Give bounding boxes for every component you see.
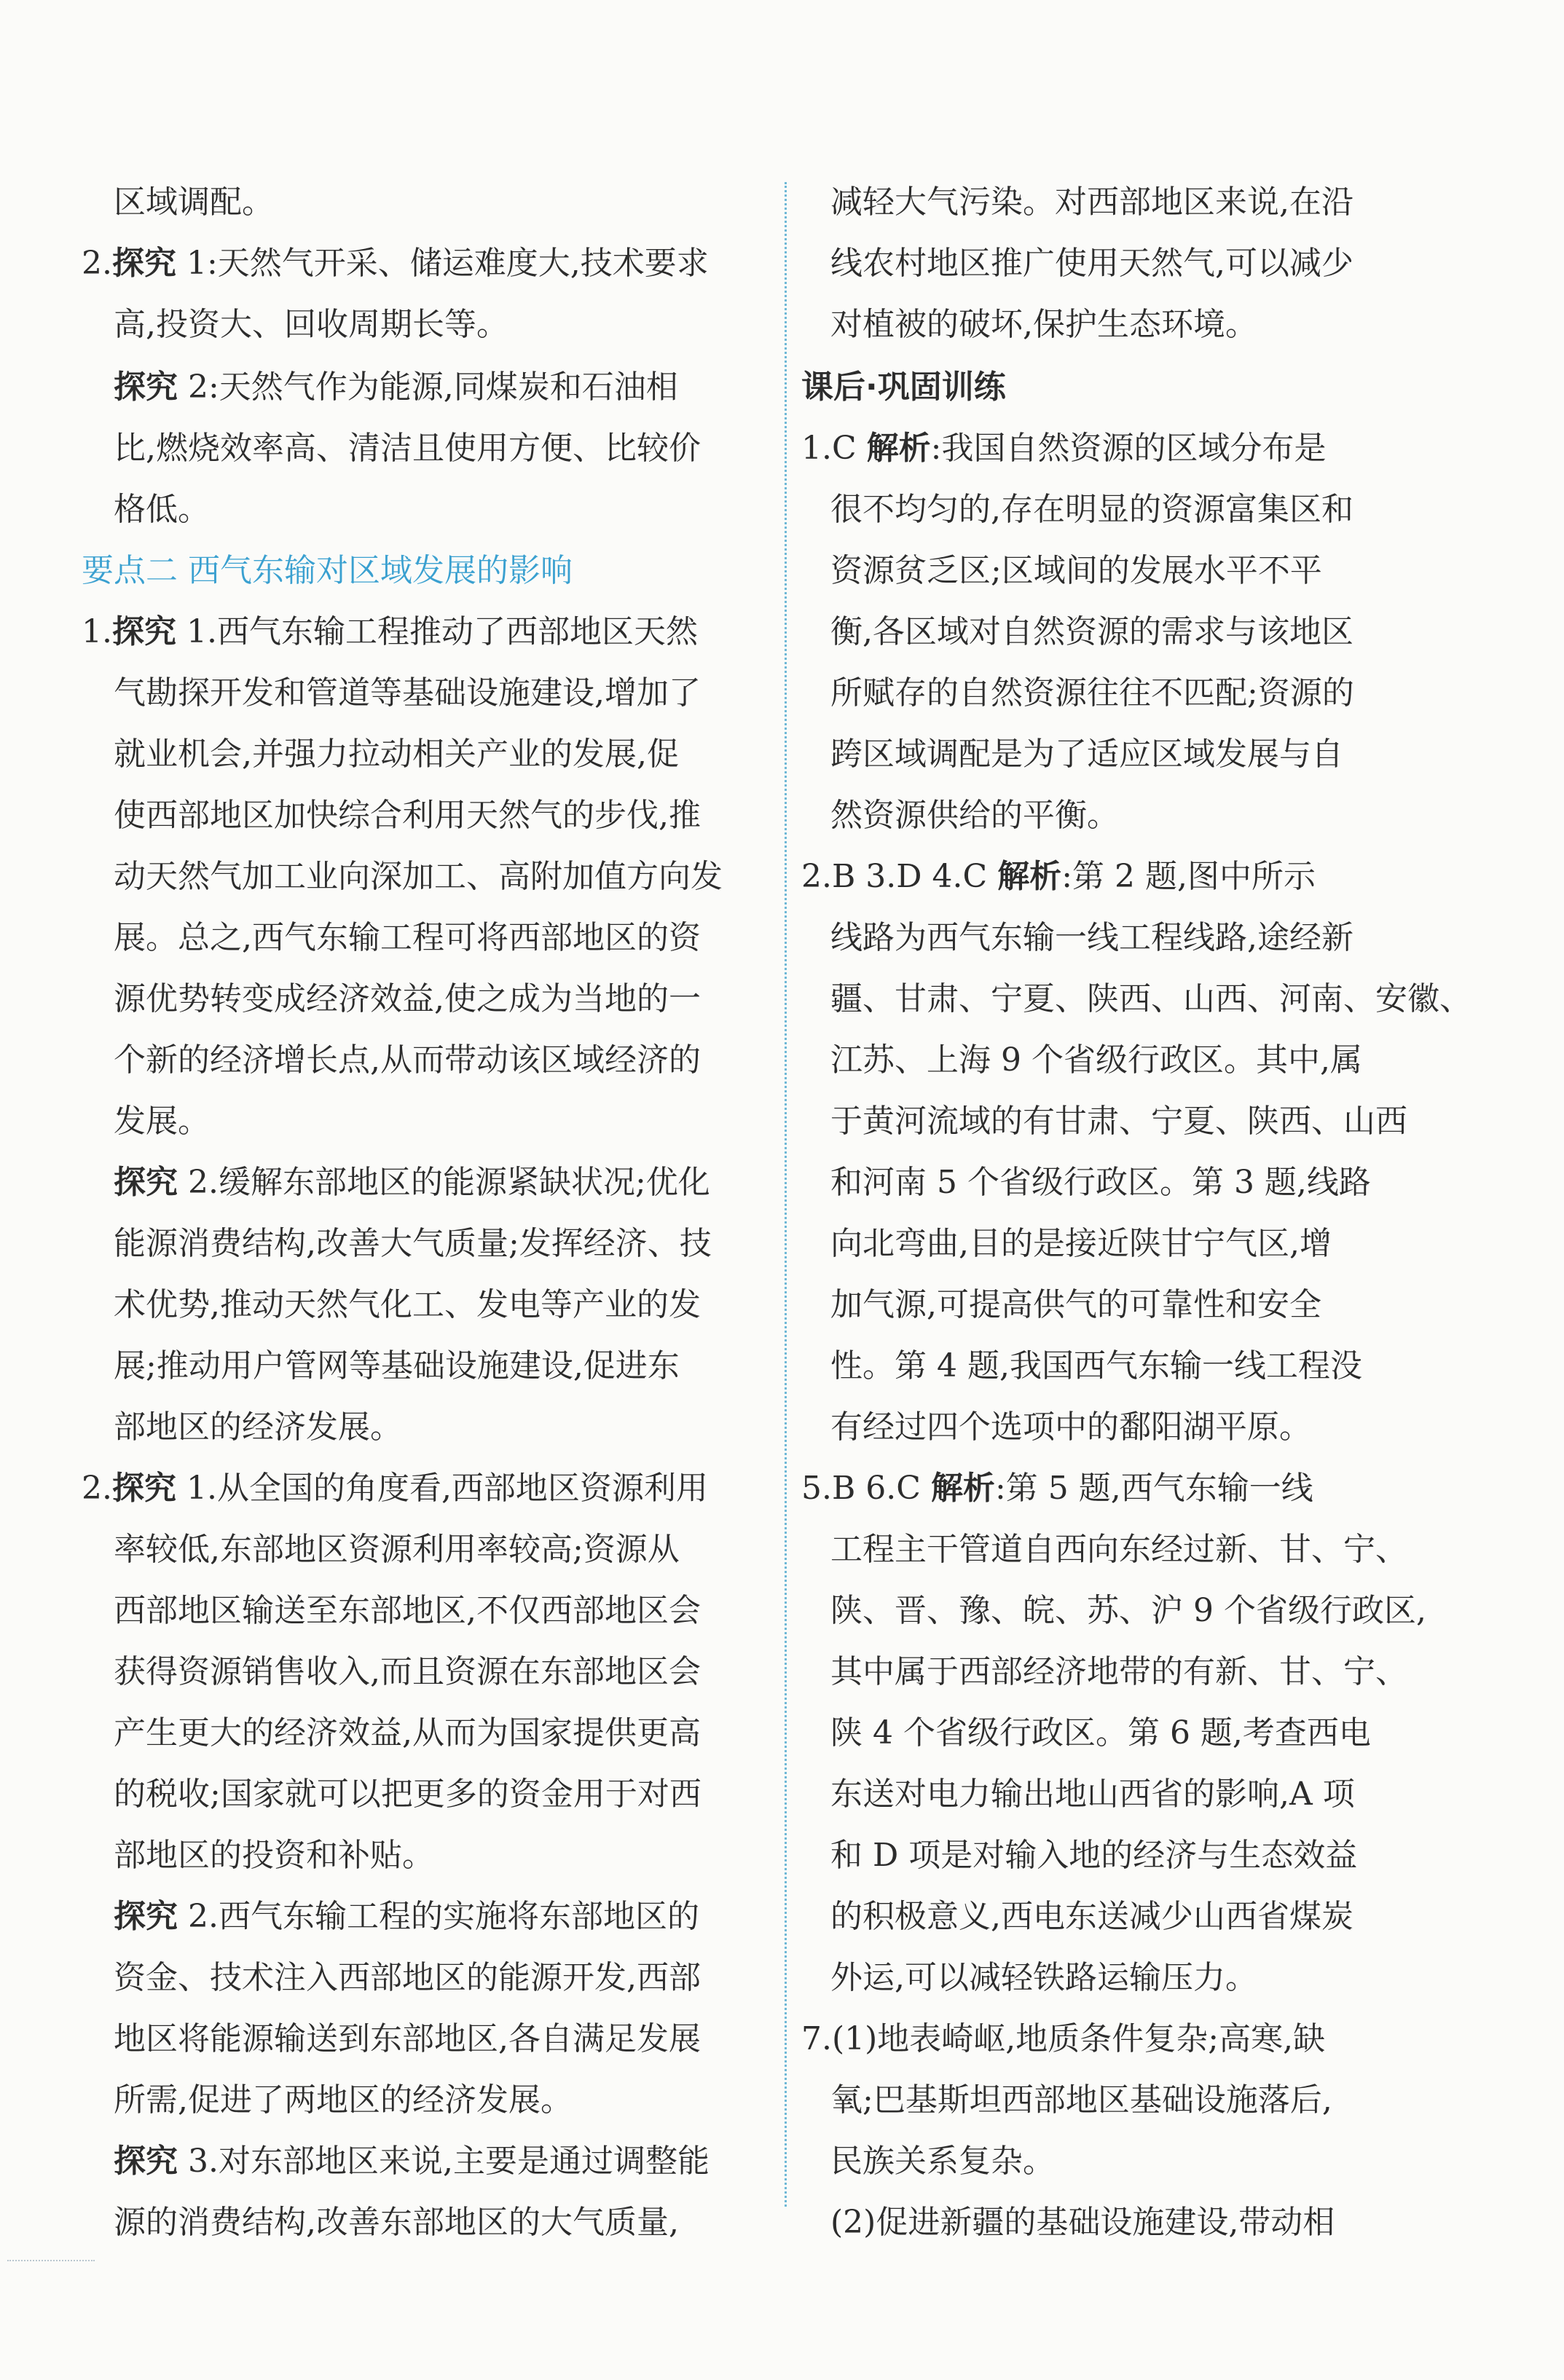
text-line: 2.缓解东部地区的能源紧缺状况;优化 bbox=[178, 1164, 710, 1201]
keyword-jiexi: 解析 bbox=[930, 1470, 995, 1507]
answer-item-2 bbox=[82, 243, 774, 284]
text-line: :第 5 题,西气东输一线 bbox=[994, 1470, 1313, 1507]
text-line: 部地区的投资和补贴。 bbox=[114, 1837, 434, 1874]
text-line: 3.对东部地区来说,主要是通过调整能 bbox=[178, 2143, 710, 2180]
text-line: 西部地区输送至东部地区,不仅西部地区会 bbox=[114, 1592, 701, 1629]
item-number: 1. bbox=[82, 613, 112, 650]
keyword-tanjiu: 探究 bbox=[114, 1898, 178, 1935]
text-line: 能源消费结构,改善大气质量;发挥经济、技 bbox=[114, 1225, 712, 1262]
footer-rule bbox=[7, 2260, 95, 2261]
keyword-jiexi: 解析 bbox=[866, 430, 931, 467]
text-line: 资金、技术注入西部地区的能源开发,西部 bbox=[114, 1959, 701, 1996]
text-line: 术优势,推动天然气化工、发电等产业的发 bbox=[114, 1286, 701, 1323]
text-line: 源优势转变成经济效益,使之成为当地的一 bbox=[114, 980, 701, 1017]
text-line: 向北弯曲,目的是接近陕甘宁气区,增 bbox=[830, 1225, 1332, 1262]
text-line: 格低。 bbox=[114, 491, 210, 528]
explore-2 bbox=[82, 1896, 806, 1937]
answer-item-1 bbox=[82, 612, 774, 653]
text-line: 2.西气东输工程的实施将东部地区的 bbox=[178, 1898, 699, 1935]
item-number: 2. bbox=[82, 245, 112, 282]
explore-2 bbox=[82, 1162, 806, 1203]
text-line: 民族关系复杂。 bbox=[830, 2143, 1055, 2180]
text-line: 比,燃烧效率高、清洁且使用方便、比较价 bbox=[114, 430, 701, 467]
answer-choice: 2.B 3.D 4.C bbox=[801, 858, 998, 895]
text-line: 就业机会,并强力拉动相关产业的发展,促 bbox=[114, 736, 679, 773]
text-line: 加气源,可提高供气的可靠性和安全 bbox=[830, 1286, 1321, 1323]
explore-2 bbox=[82, 367, 806, 408]
text-line: 的税收;国家就可以把更多的资金用于对西 bbox=[114, 1776, 702, 1813]
section-header: 课后·巩固训练 bbox=[801, 369, 1006, 406]
explore-3 bbox=[82, 2141, 806, 2182]
text-line: 陕、晋、豫、皖、苏、沪 9 个省级行政区, bbox=[830, 1592, 1426, 1629]
text-line: (2)促进新疆的基础设施建设,带动相 bbox=[830, 2204, 1335, 2241]
text-line: 区域调配。 bbox=[114, 184, 274, 221]
text-line: 疆、甘肃、宁夏、陕西、山西、河南、安徽、 bbox=[830, 980, 1471, 1017]
text-line: 陕 4 个省级行政区。第 6 题,考查西电 bbox=[830, 1714, 1371, 1751]
text-line: 所需,促进了两地区的经济发展。 bbox=[114, 2081, 573, 2119]
text-line: 线农村地区推广使用天然气,可以减少 bbox=[830, 245, 1353, 282]
answer-choice: 1.C bbox=[801, 430, 867, 467]
text-line: 于黄河流域的有甘肃、宁夏、陕西、山西 bbox=[830, 1103, 1407, 1140]
text-line: 地区将能源输送到东部地区,各自满足发展 bbox=[114, 2020, 701, 2057]
text-line: 率较低,东部地区资源利用率较高;资源从 bbox=[114, 1531, 680, 1568]
text-line: 部地区的经济发展。 bbox=[114, 1408, 402, 1446]
text-line: 和河南 5 个省级行政区。第 3 题,线路 bbox=[830, 1164, 1371, 1201]
text-line: 2:天然气作为能源,同煤炭和石油相 bbox=[178, 369, 678, 406]
text-line: 和 D 项是对输入地的经济与生态效益 bbox=[830, 1837, 1358, 1874]
text-line: :我国自然资源的区域分布是 bbox=[930, 430, 1327, 467]
text-line: 有经过四个选项中的鄱阳湖平原。 bbox=[830, 1408, 1311, 1446]
keyword-jiexi: 解析 bbox=[997, 858, 1062, 895]
text-line: 外运,可以减轻铁路运输压力。 bbox=[830, 1959, 1257, 1996]
text-line: 使西部地区加快综合利用天然气的步伐,推 bbox=[114, 797, 701, 834]
text-line: 的积极意义,西电东送减少山西省煤炭 bbox=[830, 1898, 1353, 1935]
answer-item-2-4 bbox=[801, 856, 1515, 897]
text-line: 性。第 4 题,我国西气东输一线工程没 bbox=[830, 1347, 1362, 1384]
text-line: 东送对电力输出地山西省的影响,A 项 bbox=[830, 1776, 1355, 1813]
answer-item-2 bbox=[82, 1468, 774, 1509]
text-line: 动天然气加工业向深加工、高附加值方向发 bbox=[114, 858, 723, 895]
text-line: 1:天然气开采、储运难度大,技术要求 bbox=[176, 245, 709, 282]
text-line: 江苏、上海 9 个省级行政区。其中,属 bbox=[830, 1041, 1362, 1079]
text-line: 线路为西气东输一线工程线路,途经新 bbox=[830, 919, 1353, 956]
text-line: 发展。 bbox=[114, 1103, 210, 1140]
text-line: :第 2 题,图中所示 bbox=[1061, 858, 1316, 895]
text-line: 所赋存的自然资源往往不匹配;资源的 bbox=[830, 674, 1354, 712]
section-title: 要点二 西气东输对区域发展的影响 bbox=[82, 552, 573, 589]
answer-item-7: 7.(1)地表崎岖,地质条件复杂;高寒,缺 bbox=[801, 2020, 1326, 2057]
text-line: 1.西气东输工程推动了西部地区天然 bbox=[176, 613, 698, 650]
text-line: 其中属于西部经济地带的有新、甘、宁、 bbox=[830, 1653, 1407, 1690]
text-line: 高,投资大、回收周期长等。 bbox=[114, 306, 508, 343]
text-line: 气勘探开发和管道等基础设施建设,增加了 bbox=[114, 674, 701, 712]
text-line: 衡,各区域对自然资源的需求与该地区 bbox=[830, 613, 1353, 650]
text-line: 个新的经济增长点,从而带动该区域经济的 bbox=[114, 1041, 701, 1079]
text-line: 氧;巴基斯坦西部地区基础设施落后, bbox=[830, 2081, 1332, 2119]
text-line: 然资源供给的平衡。 bbox=[830, 797, 1119, 834]
keyword-tanjiu: 探究 bbox=[114, 2143, 178, 2180]
text-line: 工程主干管道自西向东经过新、甘、宁、 bbox=[830, 1531, 1407, 1568]
text-line: 资源贫乏区;区域间的发展水平不平 bbox=[830, 552, 1322, 589]
item-number: 2. bbox=[82, 1470, 112, 1507]
keyword-tanjiu: 探究 bbox=[114, 369, 178, 406]
answer-item-5-6 bbox=[801, 1468, 1515, 1509]
keyword-tanjiu: 探究 bbox=[111, 245, 176, 282]
text-line: 减轻大气污染。对西部地区来说,在沿 bbox=[830, 184, 1353, 221]
answer-choice: 5.B 6.C bbox=[801, 1470, 931, 1507]
text-line: 获得资源销售收入,而且资源在东部地区会 bbox=[114, 1653, 701, 1690]
answer-item-1 bbox=[801, 428, 1515, 469]
text-line: 产生更大的经济效益,从而为国家提供更高 bbox=[114, 1714, 701, 1751]
text-line: 很不均匀的,存在明显的资源富集区和 bbox=[830, 491, 1353, 528]
keyword-tanjiu: 探究 bbox=[111, 613, 176, 650]
keyword-tanjiu: 探究 bbox=[114, 1164, 178, 1201]
keyword-tanjiu: 探究 bbox=[111, 1470, 176, 1507]
text-line: 源的消费结构,改善东部地区的大气质量, bbox=[114, 2204, 679, 2241]
text-line: 1.从全国的角度看,西部地区资源利用 bbox=[176, 1470, 708, 1507]
text-line: 跨区域调配是为了适应区域发展与自 bbox=[830, 736, 1343, 773]
text-line: 对植被的破坏,保护生态环境。 bbox=[830, 306, 1257, 343]
text-line: 展。总之,西气东输工程可将西部地区的资 bbox=[114, 919, 701, 956]
text-line: 展;推动用户管网等基础设施建设,促进东 bbox=[114, 1347, 680, 1384]
